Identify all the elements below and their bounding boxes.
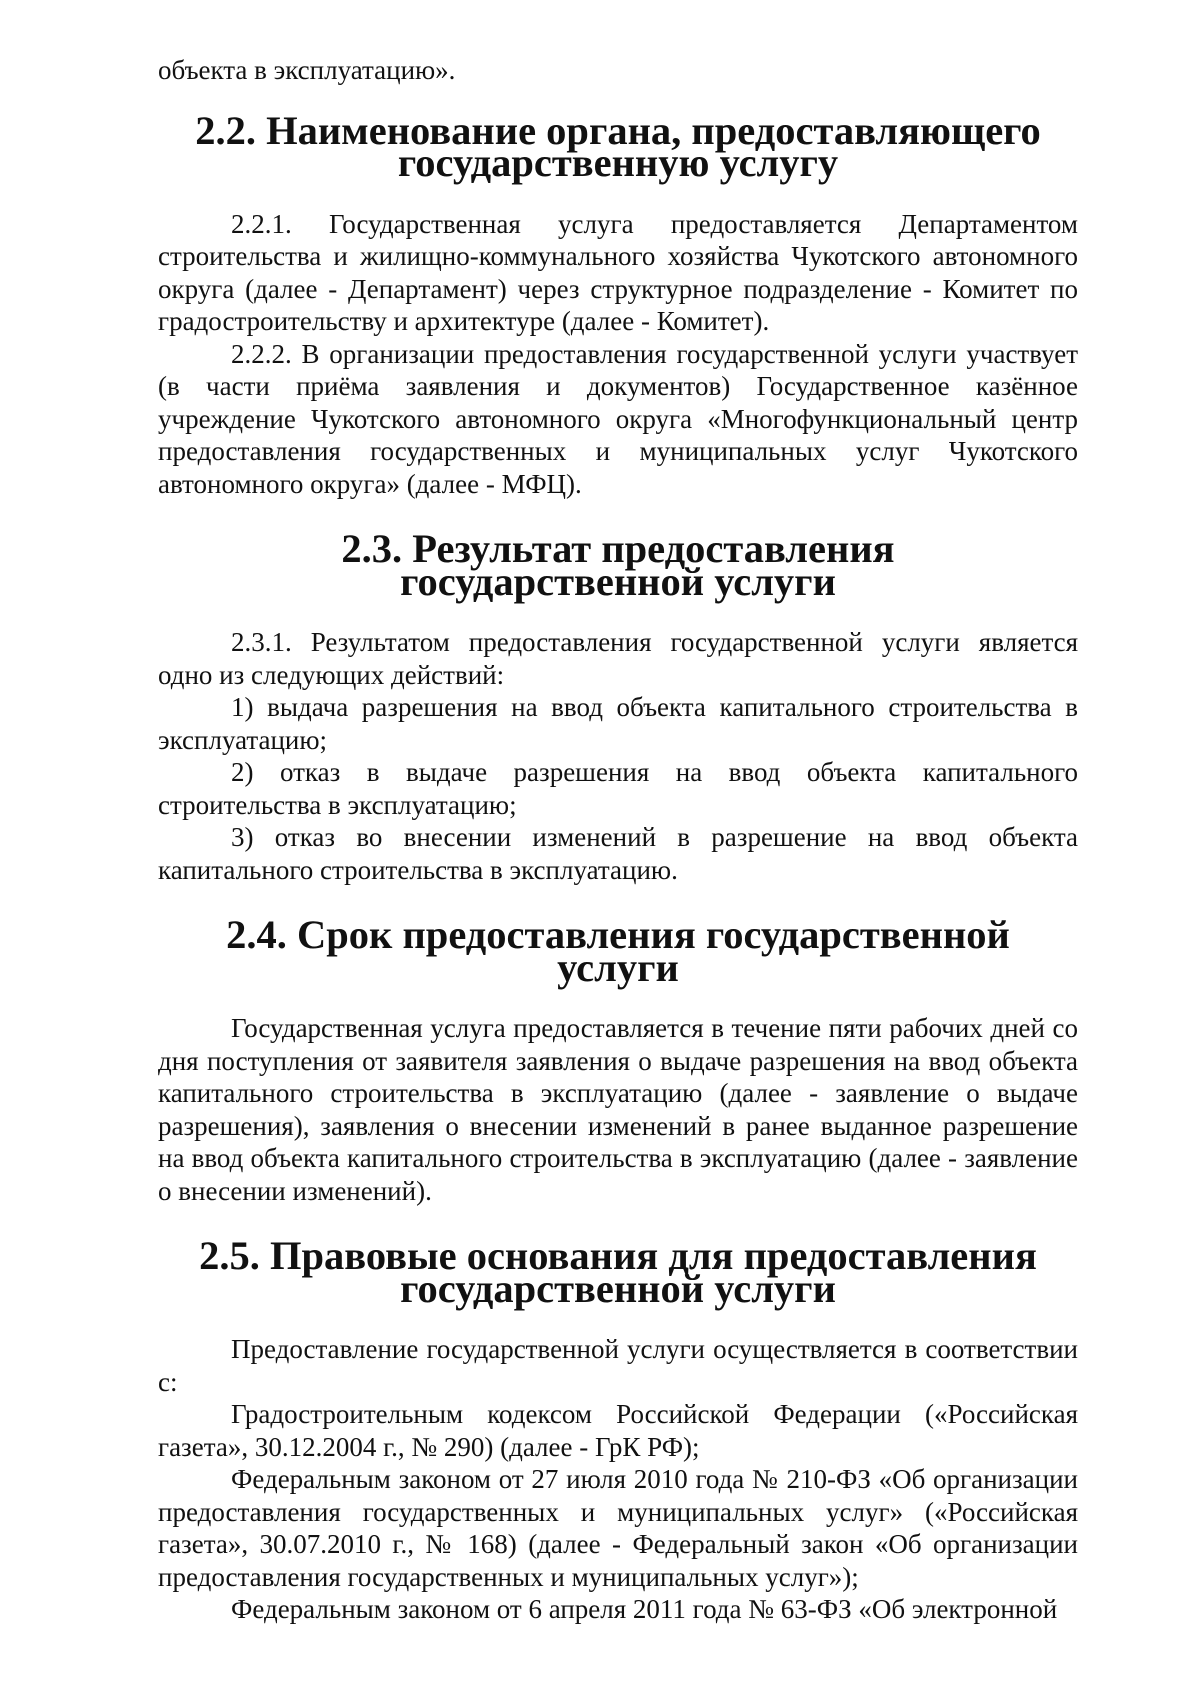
paragraph: 2.2.2. В организации предоставления государственной услуги участвует (в части приёма заявления и документов) Государственное казённое учреждение Чукотского автономного округа «Многофункциональный центр предоставления государственных и муниципальных услуг Чукотского автономного округа» (далее - МФЦ). — [158, 338, 1078, 499]
section-heading: 2.5. Правовые основания для предоставления государственной услуги — [199, 1233, 1037, 1311]
paragraph: Федеральным законом от 6 апреля 2011 года № 63-ФЗ «Об электронной — [231, 1594, 1058, 1624]
section-2-2 — [158, 107, 1078, 501]
paragraph: Градостроительным кодексом Российской Федерации («Российская газета», 30.12.2004 г., № 290) (далее - ГрК РФ); — [158, 1399, 1078, 1462]
paragraph: 2.2.1. Государственная услуга предоставляется Департаментом строительства и жилищно-коммунального хозяйства Чукотского автономного округа (далее - Департамент) через структурное подразделение - Комитет по градостроительству и архитектуре (далее - Комитет). — [158, 208, 1078, 336]
section-2-3 — [158, 526, 1078, 886]
section-heading: 2.3. Результат предоставления государственной услуги — [341, 526, 895, 604]
paragraph: Государственная услуга предоставляется в течение пяти рабочих дней со дня поступления от заявителя заявления о выдаче разрешения на ввод объекта капитального строительства в эксплуатацию (далее - заявление о выдаче разрешения), заявления о внесении изменений в ранее выданное разрешение на ввод объекта капитального строительства в эксплуатацию (далее - заявление о внесении изменений). — [158, 1013, 1078, 1206]
intro-text: объекта в эксплуатацию». — [158, 55, 456, 85]
section-2-4 — [158, 912, 1078, 1207]
list-item: 3) отказ во внесении изменений в разрешение на ввод объекта капитального строительства в эксплуатацию. — [158, 822, 1078, 885]
list-item: 2) отказ в выдаче разрешения на ввод объекта капитального строительства в эксплуатацию; — [158, 757, 1078, 820]
section-heading: 2.4. Срок предоставления государственной услуги — [226, 912, 1010, 990]
paragraph: Федеральным законом от 27 июля 2010 года № 210-ФЗ «Об организации предоставления государственных и муниципальных услуг» («Российская газета», 30.07.2010 г., № 168) (далее - Федеральный закон «Об организации предоставления государственных и муниципальных услуг»); — [158, 1464, 1078, 1592]
list-item: 1) выдача разрешения на ввод объекта капитального строительства в эксплуатацию; — [158, 692, 1078, 755]
paragraph: Предоставление государственной услуги осуществляется в соответствии с: — [158, 1334, 1078, 1397]
section-2-5 — [158, 1233, 1078, 1626]
paragraph: 2.3.1. Результатом предоставления государственной услуги является одно из следующих действий: — [158, 627, 1078, 690]
section-heading: 2.2. Наименование органа, предоставляющего государственную услугу — [195, 107, 1041, 185]
